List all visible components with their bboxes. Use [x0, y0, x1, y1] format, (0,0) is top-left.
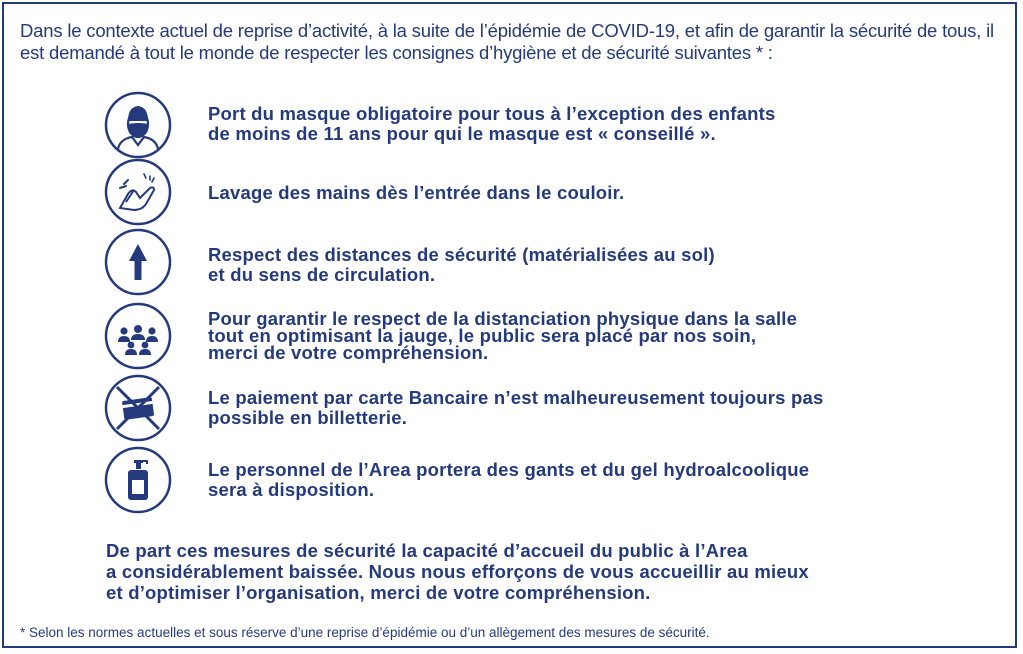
- hand-gel-icon: [104, 446, 172, 514]
- rule-line: Respect des distances de sécurité (matérialisées au sol): [208, 244, 715, 265]
- rule-line: de moins de 11 ans pour qui le masque est « conseillé ».: [208, 123, 716, 144]
- rule-staff-text: [208, 460, 948, 500]
- closing-line: et d’optimiser l’organisation, merci de votre compréhension.: [106, 582, 651, 603]
- rule-handwash-text: [208, 183, 948, 203]
- arrow-up-icon: [104, 228, 172, 296]
- rule-line: Le paiement par carte Bancaire n’est malheureusement toujours pas: [208, 387, 824, 408]
- rule-distance-text: [208, 245, 948, 285]
- face-mask-icon: [104, 91, 172, 159]
- rule-line: Port du masque obligatoire pour tous à l’exception des enfants: [208, 103, 776, 124]
- rule-line: possible en billetterie.: [208, 407, 408, 428]
- closing-paragraph: [106, 540, 986, 603]
- rule-seating-text: [208, 310, 948, 361]
- rule-line: Pour garantir le respect de la distanciation physique dans la salle: [208, 308, 798, 329]
- rule-line: sera à disposition.: [208, 479, 375, 500]
- intro-paragraph: Dans le contexte actuel de reprise d’activité, à la suite de l’épidémie de COVID-19, et afin de garantir la sécurité de tous, il est demandé à tout le monde de respecter les consignes d’hygiène et de sécurité suivantes * :: [20, 20, 994, 63]
- rule-line: Lavage des mains dès l’entrée dans le couloir.: [208, 182, 625, 203]
- rule-payment-text: [208, 388, 948, 428]
- hand-wash-icon: [104, 158, 172, 226]
- closing-line: a considérablement baissée. Nous nous efforçons de vous accueillir au mieux: [106, 561, 809, 582]
- rule-line: et du sens de circulation.: [208, 264, 436, 285]
- rule-line: Le personnel de l’Area portera des gants et du gel hydroalcoolique: [208, 459, 810, 480]
- footnote: * Selon les normes actuelles et sous réserve d’une reprise d’épidémie ou d’un allègement des mesures de sécurité.: [20, 625, 710, 640]
- rule-mask-text: [208, 104, 948, 144]
- crowd-icon: [104, 302, 172, 370]
- no-card-icon: [104, 374, 172, 442]
- rule-line: merci de votre compréhension.: [208, 342, 489, 363]
- rule-line: tout en optimisant la jauge, le public sera placé par nos soin,: [208, 325, 757, 346]
- closing-line: De part ces mesures de sécurité la capacité d’accueil du public à l’Area: [106, 540, 748, 561]
